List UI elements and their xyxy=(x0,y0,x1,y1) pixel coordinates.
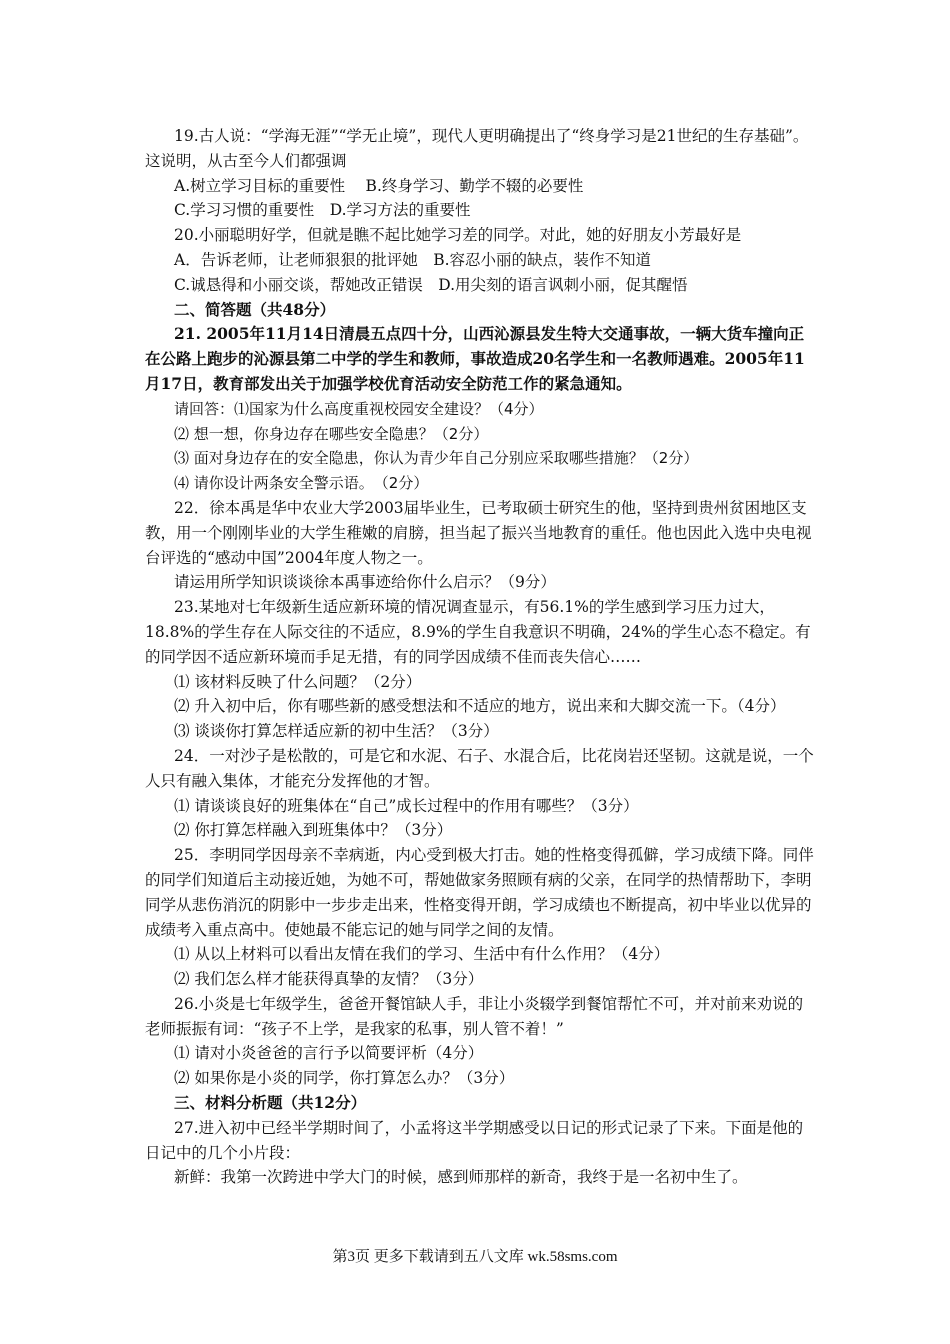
q27-material: 27.进入初中已经半学期时间了，小孟将这半学期感受以日记的形式记录了下来。下面是他的日记中的几个小片段： xyxy=(145,1118,804,1162)
q19-stem: 19.古人说：“学海无涯”“学无止境”，现代人更明确提出了“终身学习是21世纪的生存基础”。这说明，从古至今人们都强调 xyxy=(145,127,809,170)
q23-material: 23.某地对七年级新生适应新环境的情况调查显示，有56.1%的学生感到学习压力过大，18.8%的学生存在人际交往的不适应，8.9%的学生自我意识不明确，24%的学生心态不稳定。有的同学因不适应新环境而手足无措，有的同学因成绩不佳而丧失信心…… xyxy=(145,598,811,666)
q25-sub2: ⑵ 我们怎么样才能获得真挚的友情？（3分） xyxy=(174,970,484,989)
q21-material: 21. 2005年11月14日清晨五点四十分，山西沁源县发生特大交通事故，一辆大货车撞向正在公路上跑步的沁源县第二中学的学生和教师，事故造成20名学生和一名教师遇难。2005年11月17日，教育部发出关于加强学校优育活动安全防范工作的紧急通知。 xyxy=(145,324,805,393)
q26-material: 26.小炎是七年级学生，爸爸开餐馆缺人手，非让小炎辍学到餐馆帮忙不可，并对前来劝说的老师振振有词：“孩子不上学，是我家的私事，别人管不着！” xyxy=(145,994,804,1038)
q26-sub2: ⑵ 如果你是小炎的同学，你打算怎么办？（3分） xyxy=(174,1069,515,1088)
q24-material: 24．一对沙子是松散的，可是它和水泥、石子、水混合后，比花岗岩还坚韧。这就是说，一个人只有融入集体，才能充分发挥他的才智。 xyxy=(145,746,814,790)
q23-sub3: ⑶ 谈谈你打算怎样适应新的初中生活？（3分） xyxy=(174,722,499,741)
q19-options-ab: A.树立学习目标的重要性 B.终身学习、勤学不辍的必要性 xyxy=(174,176,584,195)
q24-sub2: ⑵ 你打算怎样融入到班集体中？（3分） xyxy=(174,821,453,840)
q20-options-cd: C.诚恳得和小丽交谈，帮她改正错误 D.用尖刻的语言讽刺小丽，促其醒悟 xyxy=(174,275,688,294)
q21-sub4: ⑷ 请你设计两条安全警示语。 （2分） xyxy=(174,474,429,493)
q27-diary-entry: 新鲜：我第一次跨进中学大门的时候，感到师那样的新奇，我终于是一名初中生了。 xyxy=(174,1168,748,1187)
q22-material: 22．徐本禹是华中农业大学2003届毕业生，已考取硕士研究生的他，坚持到贵州贫困地区支教，用一个刚刚毕业的大学生稚嫩的肩膀，担当起了振兴当地教育的重任。他也因此入选中央电视台评选的“感动中国”2004年度人物之一。 xyxy=(145,498,812,567)
q21-sub3: ⑶ 面对身边存在的安全隐患，你认为青少年自己分别应采取哪些措施？（2分） xyxy=(174,449,699,468)
q21-sub2: ⑵ 想一想，你身边存在哪些安全隐患？（2分） xyxy=(174,424,489,443)
q23-sub2: ⑵ 升入初中后，你有哪些新的感受想法和不适应的地方，说出来和大脚交流一下。（4分） xyxy=(174,697,786,716)
q19-options-cd: C.学习习惯的重要性 D.学习方法的重要性 xyxy=(174,201,471,220)
q23-sub1: ⑴ 该材料反映了什么问题？（2分） xyxy=(174,672,422,691)
q22-sub1: 请运用所学知识谈谈徐本禹事迹给你什么启示？（9分） xyxy=(174,573,556,592)
q24-sub1: ⑴ 请谈谈良好的班集体在“自己”成长过程中的作用有哪些？（3分） xyxy=(174,796,639,815)
page-footer: 第3页 更多下载请到五八文库 wk.58sms.com xyxy=(332,1249,618,1265)
q20-stem: 20.小丽聪明好学，但就是瞧不起比她学习差的同学。对此，她的好朋友小芳最好是 xyxy=(174,226,742,245)
page-content xyxy=(145,124,815,1190)
q25-material: 25．李明同学因母亲不幸病逝，内心受到极大打击。她的性格变得孤僻，学习成绩下降。同伴的同学们知道后主动接近她，为她不可，帮她做家务照顾有病的父亲，在同学的热情帮助下，李明同学从悲伤消沉的阴影中一步步走出来，性格变得开朗，学习成绩也不断提高，初中毕业以优异的成绩考入重点高中。使她最不能忘记的她与同学之间的友情。 xyxy=(145,846,814,939)
section3-heading: 三、材料分析题（共12分） xyxy=(174,1093,367,1113)
q25-sub1: ⑴ 从以上材料可以看出友情在我们的学习、生活中有什么作用？（4分） xyxy=(174,945,670,964)
q21-sub1: 请回答：⑴国家为什么高度重视校园安全建设？（4分） xyxy=(174,399,544,418)
q26-sub1: ⑴ 请对小炎爸爸的言行予以简要评析（4分） xyxy=(174,1044,484,1063)
section2-heading: 二、简答题（共48分） xyxy=(174,299,336,319)
q20-options-ab: A．告诉老师，让老师狠狠的批评她 B.容忍小丽的缺点，装作不知道 xyxy=(174,250,652,269)
